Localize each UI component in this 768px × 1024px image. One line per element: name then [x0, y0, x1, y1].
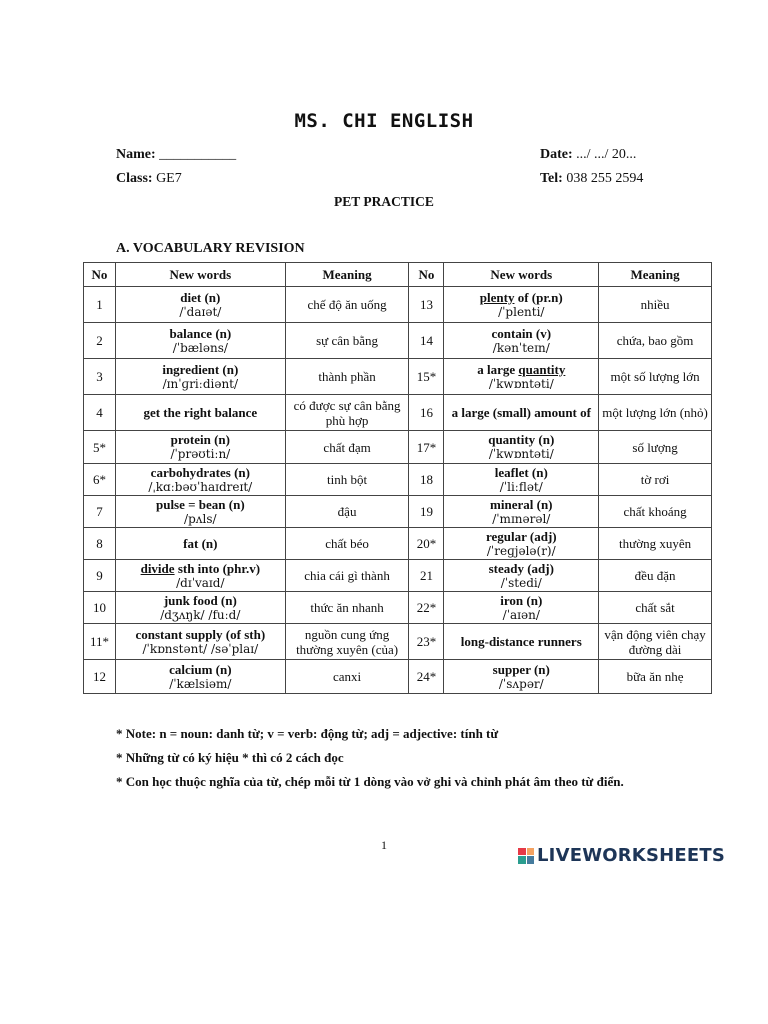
vocab-word: iron (n) [500, 592, 543, 608]
meaning-cell: một số lượng lớn [599, 359, 712, 395]
phonetic: /ˈsʌpər/ [498, 676, 544, 691]
word-cell [115, 431, 285, 464]
word-cell [444, 359, 599, 395]
row-number: 1 [84, 287, 116, 323]
phonetic: /ˈkwɒntəti/ [488, 447, 554, 461]
table-row [84, 660, 712, 694]
row-number: 2 [84, 323, 116, 359]
word-cell [115, 395, 285, 431]
class-field [116, 171, 182, 187]
meaning-cell: nhiều [599, 287, 712, 323]
row-number: 19 [409, 496, 444, 528]
phonetic: /ˈkɒnstənt/ /səˈplaɪ/ [142, 641, 259, 656]
subtitle: PET PRACTICE [334, 194, 434, 209]
word-cell [115, 323, 285, 359]
vocab-word: steady (adj) [488, 560, 554, 576]
name-field [116, 147, 236, 163]
vocab-word: fat (n) [183, 536, 218, 551]
word-cell [444, 496, 599, 528]
phonetic: /ˈreɡjələ(r)/ [486, 543, 556, 558]
meaning-cell: số lượng [599, 431, 712, 464]
meaning-cell: chất đạm [285, 431, 409, 464]
row-number: 15* [409, 359, 444, 395]
table-row [84, 431, 712, 464]
table-row [84, 496, 712, 528]
row-number: 14 [409, 323, 444, 359]
row-number: 5* [84, 431, 116, 464]
meaning-cell: bữa ăn nhẹ [599, 660, 712, 694]
liveworksheets-logo [518, 845, 725, 866]
vocab-word: diet (n) [180, 289, 221, 305]
phonetic: /dɪˈvaɪd/ [176, 575, 225, 590]
name-label: Name: [116, 147, 156, 162]
header-meaning-2: Meaning [599, 263, 712, 287]
phonetic: /ˈkwɒntəti/ [488, 376, 554, 391]
word-cell [115, 560, 285, 592]
table-row [84, 287, 712, 323]
table-row [84, 395, 712, 431]
vocab-word: pulse = bean (n) [155, 496, 245, 512]
phonetic: /ˌkɑːbəʊˈhaɪdreɪt/ [148, 479, 253, 494]
meaning-cell: tinh bột [285, 464, 409, 496]
word-cell [115, 464, 285, 496]
phonetic: /ˈliːflət/ [499, 479, 543, 494]
row-number: 22* [409, 592, 444, 624]
page-title: MS. CHI ENGLISH [294, 110, 474, 132]
word-cell [444, 287, 599, 323]
meaning-cell: chất béo [285, 528, 409, 560]
meaning-cell: sự cân bằng [285, 323, 409, 359]
row-number: 3 [84, 359, 116, 395]
note-line: * Con học thuộc nghĩa của từ, chép mỗi từ 1 dòng vào vở ghi và chỉnh phát âm theo từ điển. [116, 774, 624, 789]
word-cell [115, 496, 285, 528]
row-number: 23* [409, 624, 444, 660]
phonetic: /ˈstedi/ [500, 575, 542, 590]
table-row [84, 624, 712, 660]
meaning-cell: chất sắt [599, 592, 712, 624]
word-cell [444, 395, 599, 431]
header-meaning: Meaning [285, 263, 409, 287]
vocab-word: plenty of (pr.n) [479, 289, 563, 305]
meaning-cell: chất khoáng [599, 496, 712, 528]
table-header-row [84, 263, 712, 287]
tel-label: Tel: [540, 171, 563, 186]
meaning-cell: nguồn cung ứng thường xuyên (của) [285, 624, 409, 660]
word-cell [115, 624, 285, 660]
meaning-cell: vận động viên chạy đường dài [599, 624, 712, 660]
notes [116, 722, 624, 794]
phonetic: /ˈbæləns/ [172, 340, 228, 355]
phonetic: /ˈkælsiəm/ [169, 676, 232, 691]
vocab-word: mineral (n) [490, 496, 553, 512]
row-number: 7 [84, 496, 116, 528]
row-number: 20* [409, 528, 444, 560]
word-cell [115, 660, 285, 694]
row-number: 17* [409, 431, 444, 464]
header-no-2: No [409, 263, 444, 287]
table-row [84, 323, 712, 359]
header-no: No [84, 263, 116, 287]
note-line: * Note: n = noun: danh từ; v = verb: động từ; adj = adjective: tính từ [116, 726, 499, 741]
meaning-cell: đều đặn [599, 560, 712, 592]
meaning-cell: thường xuyên [599, 528, 712, 560]
vocab-word: contain (v) [491, 325, 552, 341]
date-field [540, 147, 636, 163]
brand-logo-icon [518, 848, 534, 864]
vocab-word: leaflet (n) [494, 464, 548, 480]
vocab-word: protein (n) [170, 432, 230, 447]
vocab-word: supper (n) [492, 661, 550, 677]
phonetic: /ɪnˈɡriːdiənt/ [162, 376, 239, 391]
meaning-cell: thành phần [285, 359, 409, 395]
row-number: 11* [84, 624, 116, 660]
name-value: ___________ [159, 147, 237, 162]
page-number: 1 [381, 838, 387, 852]
table-row [84, 464, 712, 496]
meaning-cell: thức ăn nhanh [285, 592, 409, 624]
vocabulary-table [83, 262, 712, 694]
phonetic: /ˈprəʊtiːn/ [170, 447, 231, 461]
phonetic: /ˈaɪən/ [502, 607, 540, 622]
word-cell [115, 359, 285, 395]
row-number: 9 [84, 560, 116, 592]
word-cell [444, 624, 599, 660]
vocab-word: constant supply (of sth) [135, 626, 266, 642]
row-number: 21 [409, 560, 444, 592]
word-cell [115, 287, 285, 323]
vocab-word: quantity (n) [488, 432, 555, 447]
word-cell [444, 660, 599, 694]
header-new-words-2: New words [444, 263, 599, 287]
vocab-word: regular (adj) [485, 528, 557, 544]
word-cell [115, 528, 285, 560]
row-number: 4 [84, 395, 116, 431]
word-cell [444, 323, 599, 359]
meaning-cell: chia cái gì thành [285, 560, 409, 592]
phonetic: /ˈplenti/ [498, 304, 545, 319]
vocab-word: a large quantity [477, 361, 566, 377]
meaning-cell: một lượng lớn (nhỏ) [599, 395, 712, 431]
phonetic: /pʌls/ [184, 511, 217, 526]
table-row [84, 359, 712, 395]
row-number: 24* [409, 660, 444, 694]
vocab-word: balance (n) [169, 325, 232, 341]
vocab-word: junk food (n) [163, 592, 237, 608]
note-line: * Những từ có ký hiệu * thì có 2 cách đọc [116, 750, 344, 765]
class-label: Class: [116, 171, 153, 186]
meaning-cell: có được sự cân bằng phù hợp [285, 395, 409, 431]
meaning-cell: tờ rơi [599, 464, 712, 496]
phonetic: /dʒʌŋk/ /fuːd/ [160, 607, 241, 622]
vocab-word: get the right balance [143, 405, 258, 420]
row-number: 18 [409, 464, 444, 496]
phonetic: /ˈmɪnərəl/ [492, 511, 551, 526]
vocab-word: long-distance runners [460, 634, 582, 649]
table-row [84, 528, 712, 560]
vocab-word: calcium (n) [169, 661, 232, 677]
section-heading: A. VOCABULARY REVISION [116, 241, 305, 256]
word-cell [115, 592, 285, 624]
tel-value: 038 255 2594 [566, 171, 644, 186]
vocab-word: a large (small) amount of [451, 405, 591, 420]
brand-name: LIVEWORKSHEETS [537, 845, 726, 866]
class-value: GE7 [156, 171, 182, 186]
vocab-word: divide sth into (phr.v) [140, 560, 261, 576]
word-cell [444, 464, 599, 496]
table-row [84, 560, 712, 592]
meaning-cell: chứa, bao gồm [599, 323, 712, 359]
row-number: 13 [409, 287, 444, 323]
tel-field [540, 171, 643, 187]
meaning-cell: đậu [285, 496, 409, 528]
vocab-word: ingredient (n) [162, 361, 239, 377]
word-cell [444, 431, 599, 464]
phonetic: /ˈdaɪət/ [179, 304, 222, 319]
word-cell [444, 528, 599, 560]
word-cell [444, 592, 599, 624]
word-cell [444, 560, 599, 592]
vocab-word: carbohydrates (n) [150, 464, 250, 480]
row-number: 10 [84, 592, 116, 624]
date-value: .../ .../ 20... [576, 147, 637, 162]
date-label: Date: [540, 147, 573, 162]
table-row [84, 592, 712, 624]
row-number: 12 [84, 660, 116, 694]
row-number: 6* [84, 464, 116, 496]
meaning-cell: chế độ ăn uống [285, 287, 409, 323]
phonetic: /kənˈteɪn/ [492, 340, 550, 355]
row-number: 8 [84, 528, 116, 560]
row-number: 16 [409, 395, 444, 431]
meaning-cell: canxi [285, 660, 409, 694]
header-new-words: New words [115, 263, 285, 287]
